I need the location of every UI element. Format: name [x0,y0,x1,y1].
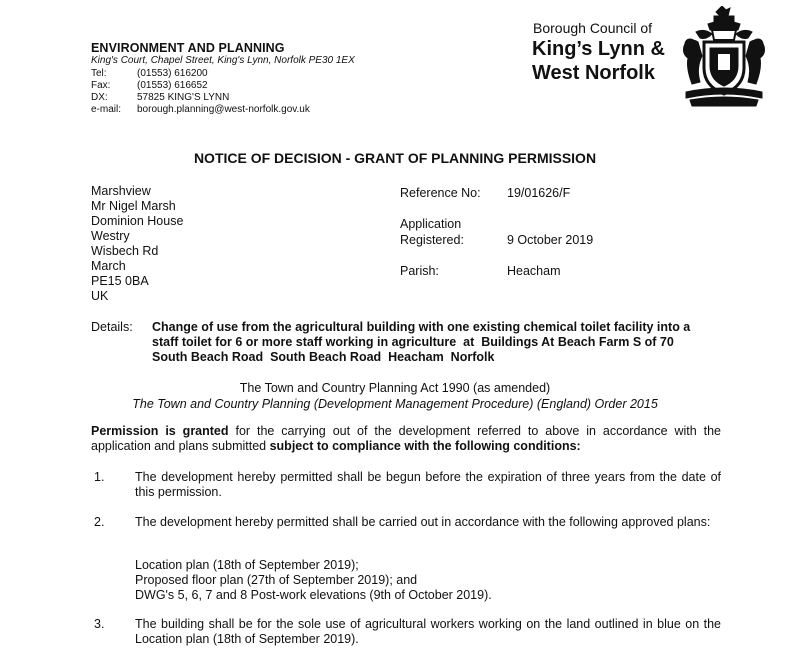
email-link[interactable]: borough.planning@west-norfolk.gov.uk [137,104,310,115]
condition-number: 2. [94,515,105,529]
legislation [0,380,790,412]
address-line: Marshview [91,184,151,198]
registered-value: 9 October 2019 [507,233,594,247]
permission-granted: Permission is granted [91,424,229,438]
registered-label: Registered: [400,233,464,247]
condition-number: 1. [94,470,105,484]
contact-row: e-mail: borough.planning@west-norfolk.gov.uk [91,104,310,115]
conditions-intro: subject to compliance with the following conditions: [269,439,581,453]
condition-text: The development hereby permitted shall be carried out in accordance with the following approved plans: [135,515,711,529]
plan-item: Proposed floor plan (27th of September 2019); and [135,573,418,587]
details-label: Details: [91,320,133,334]
address-line: UK [91,289,109,303]
plan-item: Location plan (18th of September 2019); [135,558,359,572]
address-line: Westry [91,229,130,243]
order-line: The Town and Country Planning (Development Management Procedure) (England) Order 2015 [132,397,658,411]
reference-label: Reference No: [400,186,481,200]
condition-number: 3. [94,617,105,631]
condition-text: The development hereby permitted shall be begun before the expiration of three years from the date of this permission. [135,470,721,499]
permission-paragraph: Permission is granted for the carrying out of the development referred to above in accordance with the application and plans submitted subject to compliance with the following conditions: [91,424,721,453]
address-line: Mr Nigel Marsh [91,199,176,213]
parish-value: Heacham [507,264,561,278]
address-line: Dominion House [91,214,184,228]
applicant-address [91,184,183,304]
plan-item: DWG's 5, 6, 7 and 8 Post-work elevations (9th of October 2019). [135,588,492,602]
application-label: Application [400,217,462,231]
address-line: March [91,259,126,273]
council-prefix: Borough Council of [533,20,653,36]
act-line: The Town and Country Planning Act 1990 (as amended) [239,381,551,395]
reference-value: 19/01626/F [507,186,571,200]
contact-row: Fax: (01553) 616652 [91,80,208,91]
department-title: ENVIRONMENT AND PLANNING [91,41,285,55]
contact-details [91,68,310,116]
department-address: King's Court, Chapel Street, King's Lynn, Norfolk PE30 1EX [91,55,355,66]
contact-row: Tel: (01553) 616200 [91,68,208,79]
council-name: King’s Lynn & West Norfolk [532,38,665,84]
approved-plans-list [135,558,492,603]
contact-row: DX: 57825 KING'S LYNN [91,92,230,103]
address-line: PE15 0BA [91,274,149,288]
notice-title: NOTICE OF DECISION - GRANT OF PLANNING PERMISSION [193,150,597,166]
parish-label: Parish: [400,264,439,278]
details-text: Change of use from the agricultural building with one existing chemical toilet facility into a staff toilet for 6 or more staff working in agriculture at Buildings At Beach Farm S of 70 South Beach Road South Beach Road Heacham Norfolk [152,320,691,364]
coat-of-arms-icon [678,6,770,108]
address-line: Wisbech Rd [91,244,159,258]
condition-text: The building shall be for the sole use of agricultural workers working on the land outlined in blue on the Location plan (18th of September 2019). [135,617,721,646]
